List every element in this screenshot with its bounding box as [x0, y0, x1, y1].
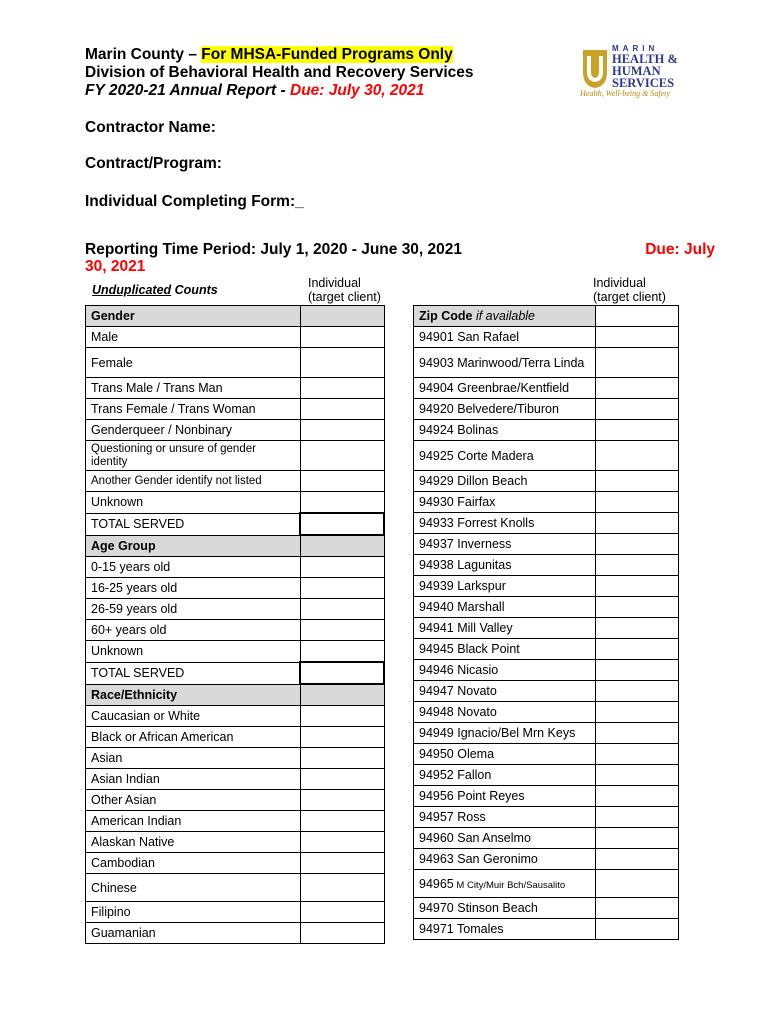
zip-label: 94941 Mill Valley [414, 618, 596, 639]
count-cell[interactable] [596, 618, 679, 639]
count-cell[interactable] [300, 790, 384, 811]
count-cell[interactable] [300, 769, 384, 790]
logo-line-1: HEALTH & [612, 52, 678, 66]
table-row [414, 870, 679, 898]
count-cell[interactable] [300, 327, 384, 348]
table-row [414, 828, 679, 849]
count-cell[interactable] [596, 420, 679, 441]
table-row [414, 471, 679, 492]
left-col-individual: Individual [308, 276, 361, 290]
count-cell[interactable] [596, 306, 679, 327]
table-row [414, 555, 679, 576]
title-unduplicated: Unduplicated [92, 283, 172, 297]
table-row [86, 727, 385, 748]
table-row [414, 639, 679, 660]
table-row [414, 898, 679, 919]
table-row [86, 306, 385, 327]
total-cell[interactable] [300, 662, 384, 684]
count-cell[interactable] [596, 555, 679, 576]
row-label: Male [86, 327, 301, 348]
header-due-date: Due: July 30, 2021 [290, 82, 425, 99]
row-label: Female [86, 348, 301, 378]
count-cell[interactable] [300, 492, 384, 514]
table-row [414, 378, 679, 399]
row-label: Trans Male / Trans Man [86, 378, 301, 399]
count-cell[interactable] [300, 348, 384, 378]
table-row [414, 306, 679, 327]
hhs-logo [580, 44, 690, 102]
count-cell[interactable] [596, 870, 679, 898]
logo-marin: MARIN [612, 44, 659, 53]
count-cell[interactable] [596, 786, 679, 807]
zip-label: 94945 Black Point [414, 639, 596, 660]
count-cell[interactable] [300, 306, 384, 327]
table-row [414, 723, 679, 744]
count-cell[interactable] [300, 727, 384, 748]
zip-label: 94950 Olema [414, 744, 596, 765]
table-row [414, 597, 679, 618]
count-cell[interactable] [596, 534, 679, 555]
header-report-title: FY 2020-21 Annual Report - [85, 82, 290, 99]
table-row [86, 790, 385, 811]
row-label: Race/Ethnicity [86, 684, 301, 706]
table-row [86, 513, 385, 535]
table-row [414, 807, 679, 828]
table-row [414, 513, 679, 534]
count-cell[interactable] [596, 513, 679, 534]
row-label: Cambodian [86, 853, 301, 874]
zip-label: 94903 Marinwood/Terra Linda [414, 348, 596, 378]
count-cell[interactable] [300, 471, 384, 492]
row-label: Genderqueer / Nonbinary [86, 420, 301, 441]
title-counts: Counts [171, 283, 218, 297]
table-row [86, 902, 385, 923]
logo-mark-icon [580, 48, 610, 90]
row-label: American Indian [86, 811, 301, 832]
zip-label: 94920 Belvedere/Tiburon [414, 399, 596, 420]
zip-label: 94960 San Anselmo [414, 828, 596, 849]
left-col-target: (target client) [308, 290, 381, 304]
count-cell[interactable] [596, 597, 679, 618]
zip-label: 94948 Novato [414, 702, 596, 723]
count-cell[interactable] [300, 853, 384, 874]
count-cell[interactable] [300, 832, 384, 853]
row-label: Black or African American [86, 727, 301, 748]
row-label: TOTAL SERVED [86, 513, 301, 535]
zip-label: 94956 Point Reyes [414, 786, 596, 807]
table-row [414, 849, 679, 870]
table-row [86, 748, 385, 769]
count-cell[interactable] [596, 723, 679, 744]
table-row [414, 919, 679, 940]
zip-header [414, 306, 596, 327]
table-row [86, 578, 385, 599]
table-row [414, 534, 679, 555]
period-due-date-a: Due: July [645, 241, 715, 258]
table-row [414, 576, 679, 597]
table-row [86, 420, 385, 441]
table-row [86, 535, 385, 557]
zip-label [414, 870, 596, 898]
zip-label: 94970 Stinson Beach [414, 898, 596, 919]
row-label: Asian Indian [86, 769, 301, 790]
zip-code-table [413, 305, 679, 940]
table-row [86, 874, 385, 902]
zip-label: 94957 Ross [414, 807, 596, 828]
row-label: 16-25 years old [86, 578, 301, 599]
table-row [86, 492, 385, 514]
table-row [86, 327, 385, 348]
zip-label: 94937 Inverness [414, 534, 596, 555]
count-cell[interactable] [300, 874, 384, 902]
right-column-header [593, 276, 666, 304]
table-row [86, 557, 385, 578]
zip-label: 94924 Bolinas [414, 420, 596, 441]
table-row [86, 769, 385, 790]
table-row [414, 765, 679, 786]
zip-label: 94949 Ignacio/Bel Mrn Keys [414, 723, 596, 744]
report-header [85, 46, 474, 100]
count-cell[interactable] [596, 898, 679, 919]
count-cell[interactable] [300, 620, 384, 641]
zip-label: 94930 Fairfax [414, 492, 596, 513]
table-row [414, 660, 679, 681]
count-cell[interactable] [596, 702, 679, 723]
count-cell[interactable] [596, 639, 679, 660]
count-cell[interactable] [596, 378, 679, 399]
zip-label: 94947 Novato [414, 681, 596, 702]
count-cell[interactable] [300, 748, 384, 769]
row-label: Unknown [86, 492, 301, 514]
contractor-name-label: Contractor Name: [85, 119, 216, 136]
zip-label: 94933 Forrest Knolls [414, 513, 596, 534]
row-label: Guamanian [86, 923, 301, 944]
zip-header-label: Zip Code [419, 309, 473, 323]
header-county: Marin County – [85, 46, 202, 63]
count-cell[interactable] [300, 535, 384, 557]
right-col-target: (target client) [593, 290, 666, 304]
table-row [86, 853, 385, 874]
count-cell[interactable] [300, 641, 384, 663]
table-row [86, 832, 385, 853]
row-label: Other Asian [86, 790, 301, 811]
table-row [414, 441, 679, 471]
table-row [86, 684, 385, 706]
zip-label: 94938 Lagunitas [414, 555, 596, 576]
count-cell[interactable] [596, 576, 679, 597]
unduplicated-counts-title [92, 283, 218, 297]
count-cell[interactable] [300, 578, 384, 599]
total-cell[interactable] [300, 513, 384, 535]
count-cell[interactable] [300, 420, 384, 441]
table-row [414, 786, 679, 807]
header-line-3 [85, 82, 474, 100]
count-cell[interactable] [300, 811, 384, 832]
logo-line-3: SERVICES [612, 76, 675, 90]
row-label: Chinese [86, 874, 301, 902]
table-row [86, 620, 385, 641]
table-row [86, 662, 385, 684]
table-row [414, 348, 679, 378]
zip-94965-area: M City/Muir Bch/Sausalito [453, 879, 566, 891]
row-label: 60+ years old [86, 620, 301, 641]
row-label: Gender [86, 306, 301, 327]
logo-tagline: Health, Well-being & Safety [580, 89, 670, 98]
count-cell[interactable] [300, 557, 384, 578]
table-row [414, 399, 679, 420]
count-cell[interactable] [596, 660, 679, 681]
table-row [86, 706, 385, 727]
count-cell[interactable] [300, 684, 384, 706]
count-cell[interactable] [596, 348, 679, 378]
table-row [414, 618, 679, 639]
row-label: 26-59 years old [86, 599, 301, 620]
table-row [86, 378, 385, 399]
table-row [414, 420, 679, 441]
left-column-header [308, 276, 381, 304]
zip-label: 94929 Dillon Beach [414, 471, 596, 492]
table-row [86, 641, 385, 663]
header-highlight: For MHSA-Funded Programs Only [201, 46, 453, 63]
table-row [414, 327, 679, 348]
row-label: Filipino [86, 902, 301, 923]
zip-label: 94963 San Geronimo [414, 849, 596, 870]
table-row [86, 441, 385, 471]
count-cell[interactable] [300, 378, 384, 399]
row-label: Trans Female / Trans Woman [86, 399, 301, 420]
period-due-date-b: 30, 2021 [85, 258, 146, 275]
zip-label: 94946 Nicasio [414, 660, 596, 681]
zip-label: 94939 Larkspur [414, 576, 596, 597]
table-row [86, 599, 385, 620]
count-cell[interactable] [596, 471, 679, 492]
count-cell[interactable] [300, 706, 384, 727]
count-cell[interactable] [300, 399, 384, 420]
row-label: Alaskan Native [86, 832, 301, 853]
zip-94965-code: 94965 [419, 876, 454, 891]
logo-line-2: HUMAN [612, 64, 661, 78]
zip-label: 94901 San Rafael [414, 327, 596, 348]
count-cell[interactable] [596, 765, 679, 786]
row-label: 0-15 years old [86, 557, 301, 578]
count-cell[interactable] [596, 919, 679, 940]
row-label: Questioning or unsure of gender identity [86, 441, 301, 471]
reporting-period [85, 241, 715, 275]
table-row [414, 492, 679, 513]
count-cell[interactable] [300, 441, 384, 471]
demographics-table [85, 305, 385, 944]
count-cell[interactable] [596, 849, 679, 870]
count-cell[interactable] [300, 902, 384, 923]
count-cell[interactable] [300, 599, 384, 620]
zip-label: 94904 Greenbrae/Kentfield [414, 378, 596, 399]
table-row [414, 702, 679, 723]
count-cell[interactable] [596, 681, 679, 702]
count-cell[interactable] [596, 441, 679, 471]
count-cell[interactable] [596, 744, 679, 765]
zip-label: 94952 Fallon [414, 765, 596, 786]
row-label: Asian [86, 748, 301, 769]
zip-label: 94940 Marshall [414, 597, 596, 618]
header-line-2: Division of Behavioral Health and Recovery Services [85, 64, 474, 81]
table-row [86, 923, 385, 944]
zip-header-note: if available [472, 309, 536, 323]
row-label: Another Gender identify not listed [86, 471, 301, 492]
contract-program-label: Contract/Program: [85, 155, 222, 172]
header-line-1 [85, 46, 474, 64]
row-label: TOTAL SERVED [86, 662, 301, 684]
right-col-individual: Individual [593, 276, 646, 290]
zip-label: 94925 Corte Madera [414, 441, 596, 471]
row-label: Caucasian or White [86, 706, 301, 727]
row-label: Age Group [86, 535, 301, 557]
count-cell[interactable] [596, 327, 679, 348]
count-cell[interactable] [300, 923, 384, 944]
table-row [414, 744, 679, 765]
count-cell[interactable] [596, 807, 679, 828]
individual-completing-label: Individual Completing Form:_ [85, 193, 304, 210]
reporting-period-label: Reporting Time Period: July 1, 2020 - June 30, 2021 [85, 241, 463, 258]
count-cell[interactable] [596, 399, 679, 420]
table-row [86, 471, 385, 492]
count-cell[interactable] [596, 492, 679, 513]
logo-text [612, 53, 678, 89]
table-row [86, 348, 385, 378]
row-label: Unknown [86, 641, 301, 663]
table-row [86, 399, 385, 420]
count-cell[interactable] [596, 828, 679, 849]
table-row [86, 811, 385, 832]
table-row [414, 681, 679, 702]
zip-label: 94971 Tomales [414, 919, 596, 940]
